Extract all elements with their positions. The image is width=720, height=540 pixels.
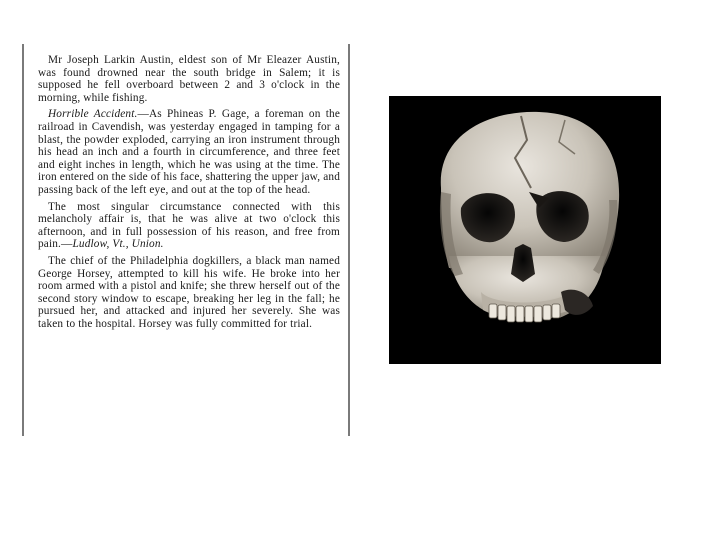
article-gage-continuation-body: The most singular circumstance connected with this melancholy affair is, that he was alive at two o'clock this afternoon, and in full possession of his reason, and free from pain.— [38,200,340,251]
skull-photo [389,96,661,364]
article-gage-body: As Phineas P. Gage, a foreman on the railroad in Cavendish, was yesterday engaged in tamping for a blast, the powder exploded, carrying an iron instrument through his head an inch and a fourth in circumference, and three feet and eight inches in length, which he was using at the time. The iron entered on the side of his face, shattering the upper jaw, and passing back of the left eye, and out at the top of the head. [38,108,340,196]
article-austin-drowning: Mr Joseph Larkin Austin, eldest son of Mr Eleazer Austin, was found drowned near the south bridge in Salem; it is supposed he fell overboard between 2 and 3 o'clock in the morning, while fishing. [38,54,340,104]
clipping-column [38,54,340,334]
skull-icon [389,96,661,364]
article-gage-continuation [38,201,340,251]
article-gage-headline: Horrible Accident. [48,108,138,121]
article-gage-accident [38,108,340,196]
newspaper-clipping [22,44,350,436]
article-gage-source: Ludlow, Vt., Union. [72,238,164,251]
article-horsey: The chief of the Philadelphia dogkillers, a black man named George Horsey, attempted to kill his wife. He broke into her room armed with a pistol and knife; she threw herself out of the second story window to escape, breaking her leg in the fall; he pursued her, and attacked and injured her severely. She was taken to the hospital. Horsey was fully committed for trial. [38,254,340,330]
article-gage-dash: — [137,108,149,121]
